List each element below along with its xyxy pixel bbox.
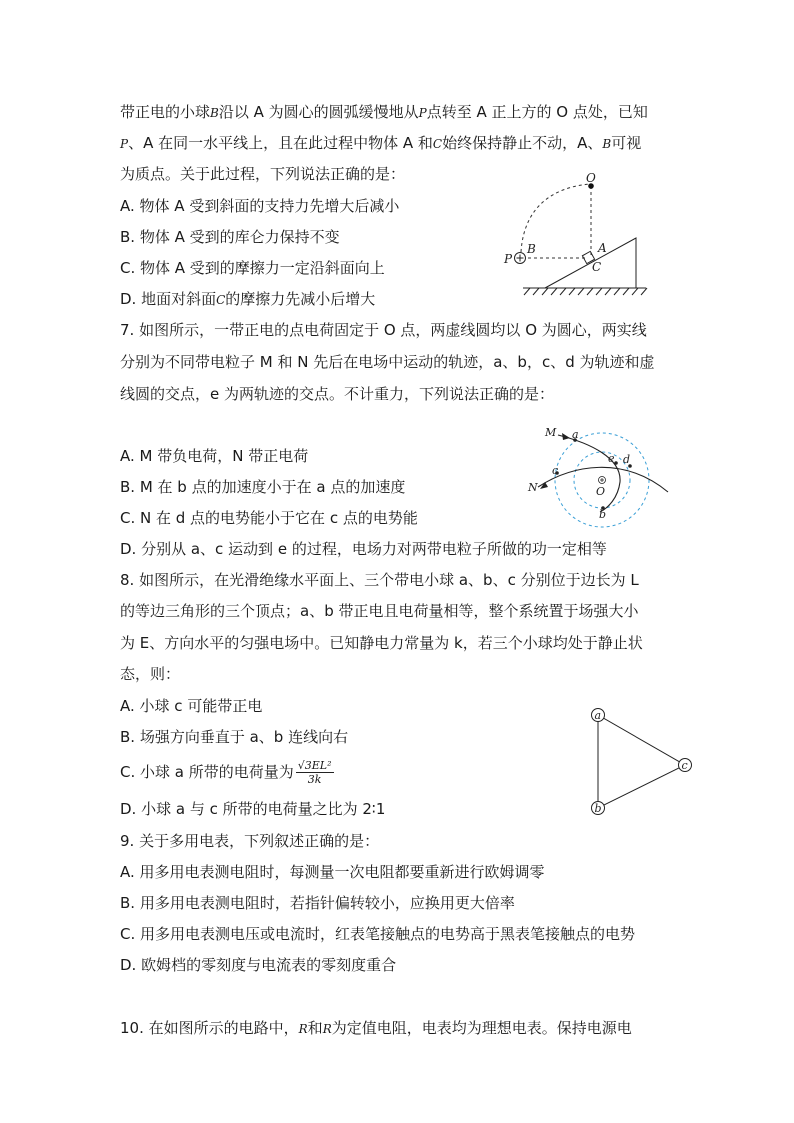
var-C: C [432,137,443,151]
q8-option-b: B. 场强方向垂直于 a、b 连线向右 [120,728,349,746]
label-a: a [594,709,602,722]
point-e [614,461,618,465]
label-A: A [598,241,607,255]
q7-option-c: C. N 在 d 点的电势能小于它在 c 点的电势能 [120,509,418,527]
q7-option-a: A. M 带负电荷，N 带正电荷 [120,447,309,465]
q9-option-b: B. 用多用电表测电阻时，若指针偏转较小，应换用更大倍率 [120,894,515,912]
var-P: P [120,137,129,151]
q9-option-c: C. 用多用电表测电压或电流时，红表笔接触点的电势高于黑表笔接触点的电势 [120,925,636,943]
q8-option-c: C. 小球 a 所带的电荷量为 $\frac{\text{√3EL²}}{3k}$ [120,759,332,786]
q6-option-d: D. 地面对斜面C的摩擦力先减小后增大 [120,290,376,308]
q10-stem-line1: 10. 在如图所示的电路中，R和R为定值电阻，电表均为理想电表。保持电源电 [120,1019,632,1037]
q6-incline-figure [500,170,660,300]
label-c: c [552,464,559,477]
label-e: e [608,452,615,465]
q7-stem-line1: 7. 如图所示，一带正电的点电荷固定于 O 点，两虚线圆均以 O 为圆心，两实线 [120,321,647,339]
q9-option-d: D. 欧姆档的零刻度与电流表的零刻度重合 [120,956,397,974]
q6-option-b: B. 物体 A 受到的库仑力保持不变 [120,228,340,246]
q8-option-d: D. 小球 a 与 c 所带的电荷量之比为 2∶1 [120,800,386,818]
trajectory-M [558,435,620,512]
var-C: C [216,293,226,307]
q8-option-a: A. 小球 c 可能带正电 [120,697,263,715]
var-B: B [602,137,612,151]
label-c: c [681,759,688,772]
q9-stem: 9. 关于多用电表，下列叙述正确的是： [120,832,380,850]
label-P: P [504,252,513,266]
var-P: P [418,106,427,120]
var-R2: R [322,1022,332,1036]
label-N: N [528,481,538,494]
label-b: b [599,508,607,521]
label-M: M [545,426,557,439]
triangle [598,715,685,808]
arrow-M [562,433,570,440]
q7-option-d: D. 分别从 a、c 运动到 e 的过程，电场力对两带电粒子所做的功一定相等 [120,540,607,558]
q8-stem-line1: 8. 如图所示，在光滑绝缘水平面上、三个带电小球 a、b、c 分别位于边长为 L [120,571,639,589]
q6-stem-line2: P、A 在同一水平线上，且在此过程中物体 A 和C始终保持静止不动，A、B可视 [120,134,642,152]
q6-option-a: A. 物体 A 受到斜面的支持力先增大后减小 [120,197,400,215]
q7-trajectory-figure [525,420,675,535]
q9-option-a: A. 用多用电表测电阻时，每测量一次电阻都要重新进行欧姆调零 [120,863,545,881]
q8-stem-line2: 的等边三角形的三个顶点；a、b 带正电且电荷量相等，整个系统置于场强大小 [120,602,639,620]
q7-option-b: B. M 在 b 点的加速度小于在 a 点的加速度 [120,478,406,496]
label-C: C [592,260,602,274]
charge-fraction: $\frac{\text{√3EL²}}{3k}$ [297,759,332,786]
label-a: a [572,428,579,441]
ground-hatching [524,288,647,295]
q8-triangle-figure [585,700,695,820]
q8-stem-line4: 态，则： [120,665,181,683]
q8-stem-line3: 为 E、方向水平的匀强电场中。已知静电力常量为 k，若三个小球均处于静止状 [120,634,643,652]
var-B: B [210,106,219,120]
var-R1: R [298,1022,308,1036]
q7-stem-line3: 线圆的交点，e 为两轨迹的交点。不计重力，下列说法正确的是： [120,385,554,403]
q6-stem-line1: 带正电的小球B沿以 A 为圆心的圆弧缓慢地从P点转至 A 正上方的 O 点处，已知 [120,103,648,121]
incline-wedge [545,238,636,288]
label-B: B [527,242,536,256]
label-O: O [586,171,596,185]
q6-option-c: C. 物体 A 受到的摩擦力一定沿斜面向上 [120,259,385,277]
label-O: O [596,485,606,498]
q7-stem-line2: 分别为不同带电粒子 M 和 N 先后在电场中运动的轨迹，a、b，c、d 为轨迹和虚 [120,353,655,371]
q6-stem-line3: 为质点。关于此过程，下列说法正确的是： [120,165,406,183]
label-d: d [623,453,631,466]
label-b: b [594,802,602,815]
